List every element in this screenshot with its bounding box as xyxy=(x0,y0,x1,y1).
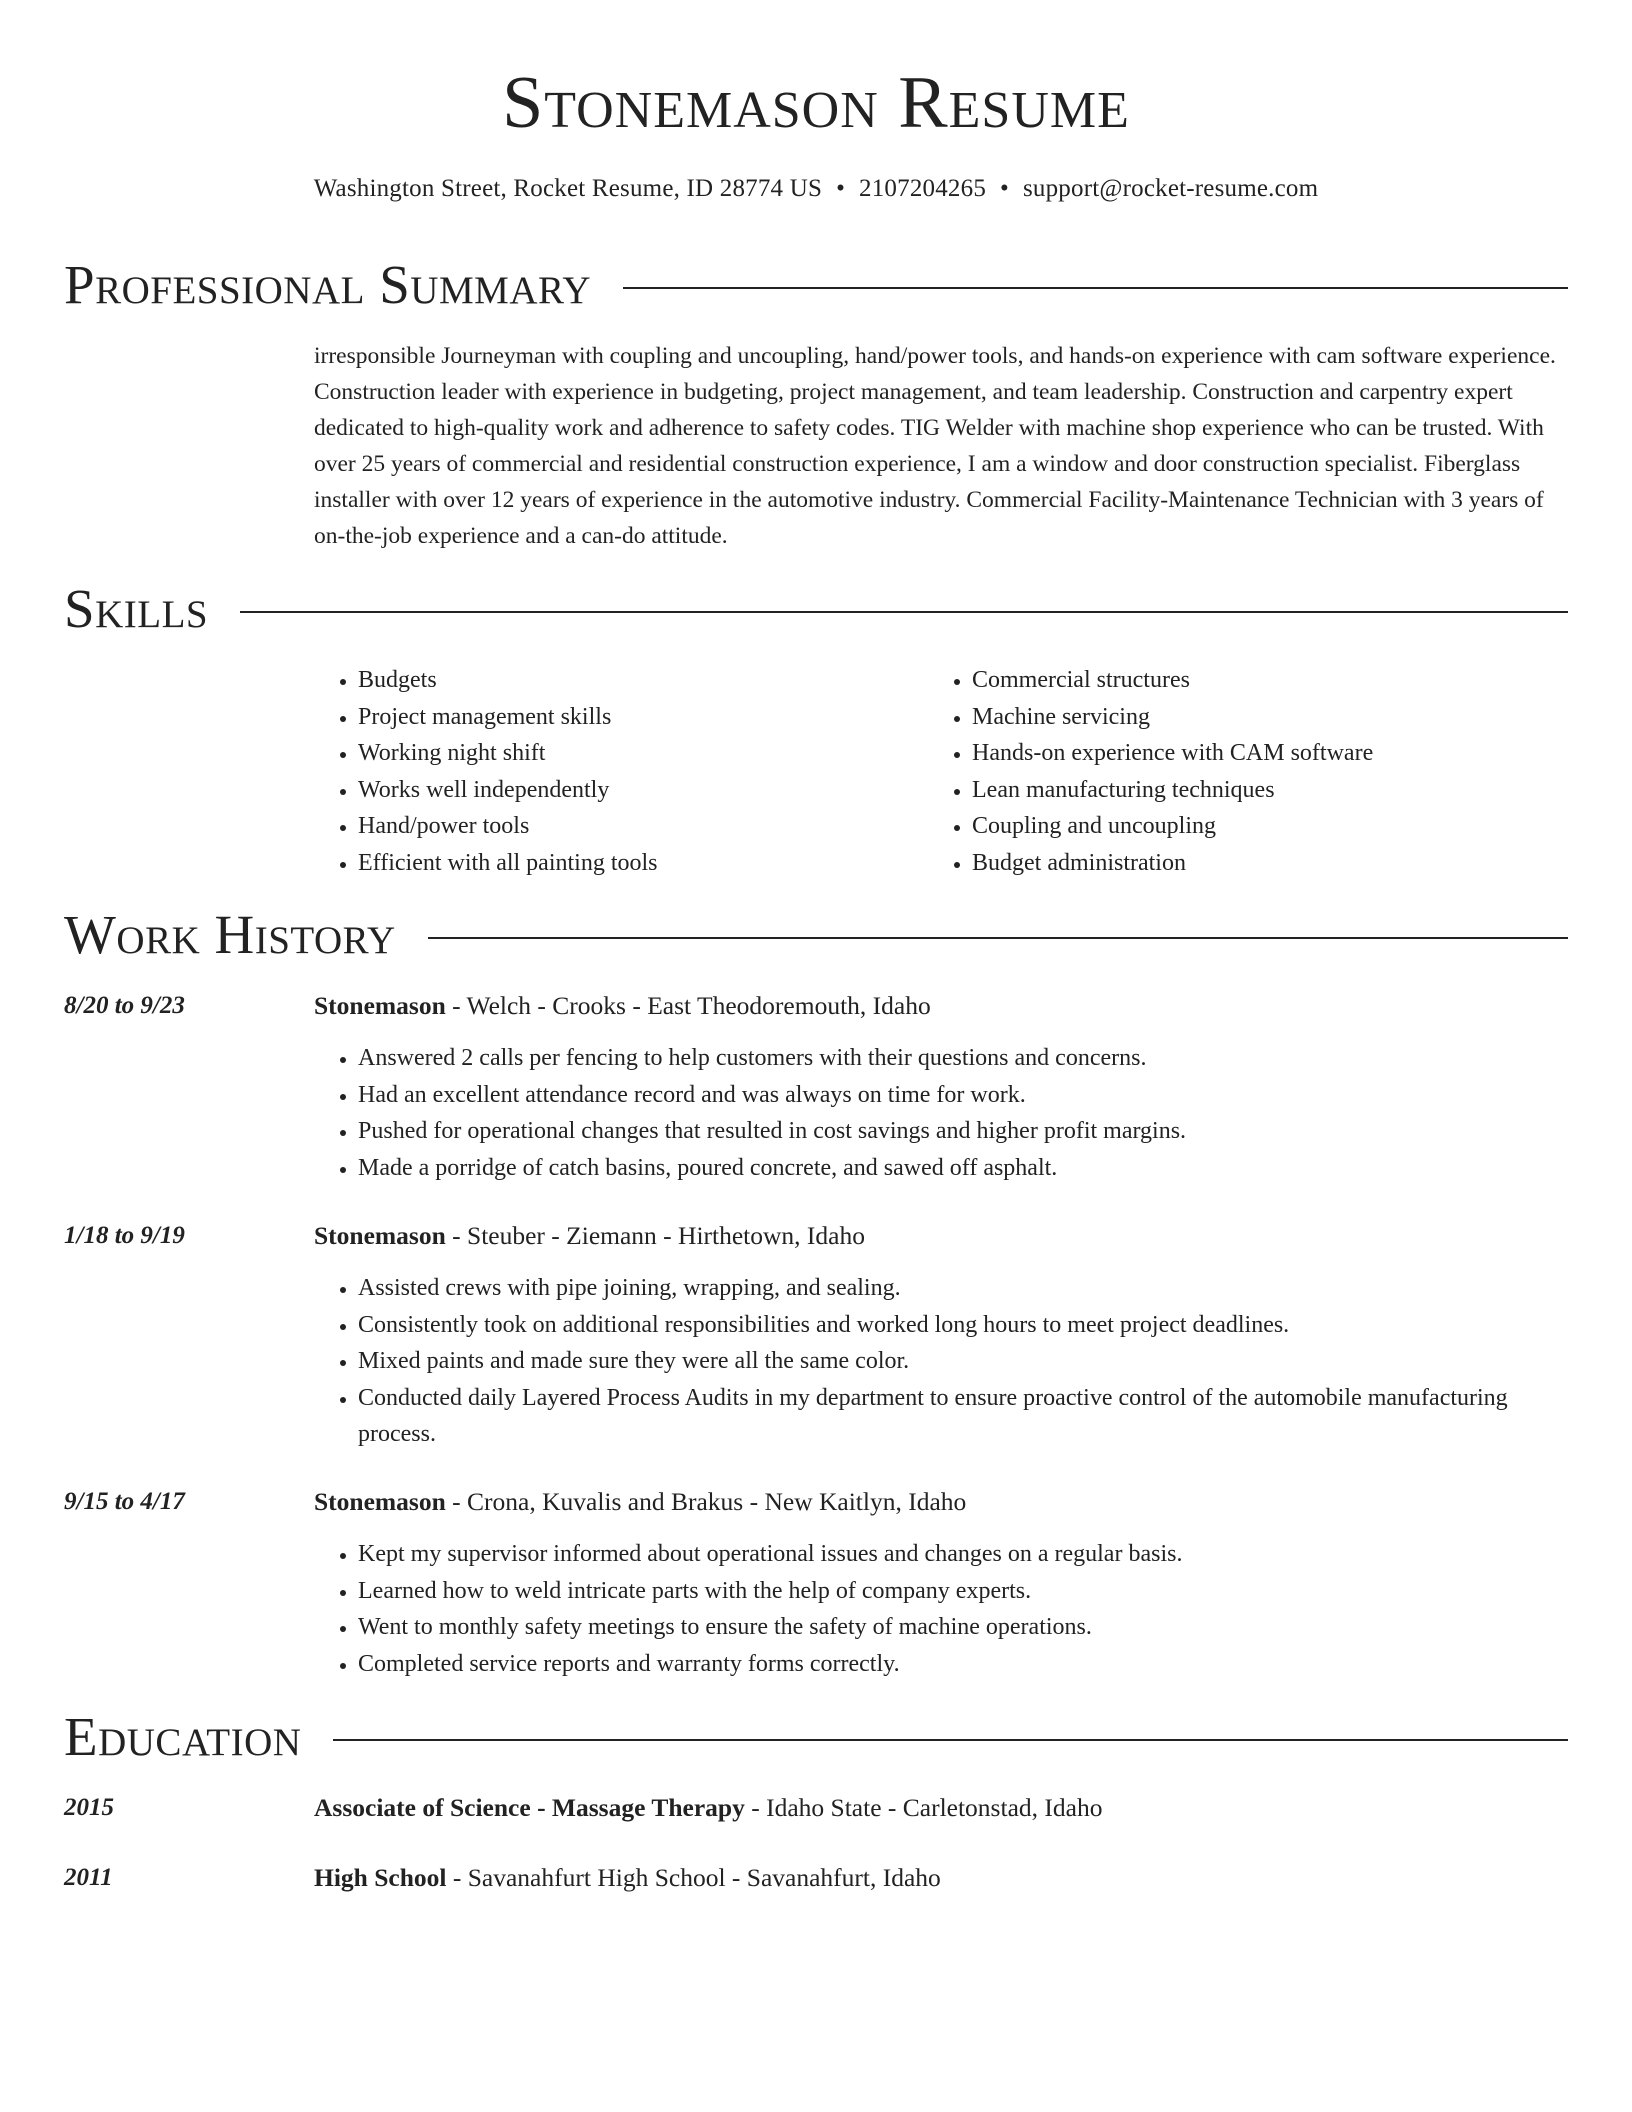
section-header-skills xyxy=(64,576,1568,642)
skill-item: • Commercial structures xyxy=(972,662,1568,699)
work-bullets xyxy=(314,1536,1568,1682)
section-divider xyxy=(333,1739,1568,1741)
resume-title: Stonemason Resume xyxy=(502,62,1130,144)
bullet-separator: • xyxy=(836,175,846,202)
skill-item: • Lean manufacturing techniques xyxy=(972,772,1568,809)
education-year: 2015 xyxy=(64,1794,114,1821)
work-bullet: • Mixed paints and made sure they were all the same color. xyxy=(358,1343,1568,1380)
skill-item: • Machine servicing xyxy=(972,699,1568,736)
section-header-education xyxy=(64,1704,1568,1770)
section-header-work xyxy=(64,902,1568,968)
section-title-summary: Professional Summary xyxy=(64,254,592,315)
work-title xyxy=(314,988,1568,1024)
education-title xyxy=(314,1860,1568,1896)
section-title-work: Work History xyxy=(64,904,396,965)
job-details: - Steuber - Ziemann - Hirthetown, Idaho xyxy=(445,1221,865,1250)
work-bullet: • Made a porridge of catch basins, poured concrete, and sawed off asphalt. xyxy=(358,1150,1568,1187)
education-year: 2011 xyxy=(64,1864,113,1891)
work-bullet: • Completed service reports and warranty forms correctly. xyxy=(358,1646,1568,1683)
work-title xyxy=(314,1218,1568,1254)
job-details: - Crona, Kuvalis and Brakus - New Kaitlyn, Idaho xyxy=(445,1487,967,1516)
work-bullet: • Learned how to weld intricate parts with the help of company experts. xyxy=(358,1573,1568,1610)
school-details: - Idaho State - Carletonstad, Idaho xyxy=(744,1793,1103,1822)
bullet-separator: • xyxy=(1000,175,1009,202)
section-title-education: Education xyxy=(64,1706,302,1767)
section-divider xyxy=(623,287,1568,289)
education-title xyxy=(314,1790,1568,1826)
work-bullet: • Had an excellent attendance record and was always on time for work. xyxy=(358,1077,1568,1114)
skill-item: • Efficient with all painting tools xyxy=(358,845,914,882)
work-bullet: • Kept my supervisor informed about operational issues and changes on a regular basis. xyxy=(358,1536,1568,1573)
skill-item: • Budget administration xyxy=(972,845,1568,882)
skills-list-right xyxy=(928,662,1568,881)
contact-line xyxy=(0,172,1632,206)
skill-item: • Coupling and uncoupling xyxy=(972,808,1568,845)
section-divider xyxy=(428,937,1568,939)
job-title: Stonemason xyxy=(314,991,446,1020)
skill-item: • Works well independently xyxy=(358,772,914,809)
work-dates: 9/15 to 4/17 xyxy=(64,1488,185,1515)
skills-list-left xyxy=(314,662,914,881)
degree: Associate of Science - Massage Therapy xyxy=(314,1793,745,1822)
skill-item: • Hand/power tools xyxy=(358,808,914,845)
work-bullets xyxy=(314,1040,1568,1186)
skill-item: • Hands-on experience with CAM software xyxy=(972,735,1568,772)
work-bullet: • Went to monthly safety meetings to ensure the safety of machine operations. xyxy=(358,1609,1568,1646)
job-title: Stonemason xyxy=(314,1221,446,1250)
work-bullet: • Pushed for operational changes that resulted in cost savings and higher profit margins. xyxy=(358,1113,1568,1150)
section-title-skills: Skills xyxy=(64,578,209,639)
work-bullet: • Consistently took on additional responsibilities and worked long hours to meet project deadlines. xyxy=(358,1307,1568,1344)
section-header-summary xyxy=(64,252,1568,318)
work-dates: 8/20 to 9/23 xyxy=(64,992,185,1019)
work-bullet: • Assisted crews with pipe joining, wrapping, and sealing. xyxy=(358,1270,1568,1307)
skill-item: • Project management skills xyxy=(358,699,914,736)
skill-item: • Budgets xyxy=(358,662,914,699)
contact-phone: 2107204265 xyxy=(859,175,987,202)
job-title: Stonemason xyxy=(314,1487,446,1516)
skill-item: • Working night shift xyxy=(358,735,914,772)
work-bullets xyxy=(314,1270,1568,1453)
section-divider xyxy=(240,611,1568,613)
job-details: - Welch - Crooks - East Theodoremouth, Idaho xyxy=(445,991,931,1020)
degree: High School xyxy=(314,1863,447,1892)
work-bullet: • Answered 2 calls per fencing to help customers with their questions and concerns. xyxy=(358,1040,1568,1077)
contact-email: support@rocket-resume.com xyxy=(1022,175,1319,202)
contact-address: Washington Street, Rocket Resume, ID 28774 US xyxy=(313,175,823,202)
work-bullet: • Conducted daily Layered Process Audits in my department to ensure proactive control of the automobile manufacturing process. xyxy=(358,1380,1568,1453)
work-title xyxy=(314,1484,1568,1520)
work-dates: 1/18 to 9/19 xyxy=(64,1222,185,1249)
school-details: - Savanahfurt High School - Savanahfurt, Idaho xyxy=(446,1863,941,1892)
summary-text: irresponsible Journeyman with coupling and uncoupling, hand/power tools, and hands-on experience with cam software experience. Construction leader with experience in budgeting, project management, and team leadership. Construction and carpentry expert dedicated to high-quality work and adherence to safety codes. TIG Welder with machine shop experience who can be trusted. With over 25 years of commercial and residential construction experience, I am a window and door construction specialist. Fiberglass installer with over 12 years of experience in the automotive industry. Commercial Facility-Maintenance Technician with 3 years of on-the-job experience and a can-do attitude. xyxy=(314,343,1556,549)
